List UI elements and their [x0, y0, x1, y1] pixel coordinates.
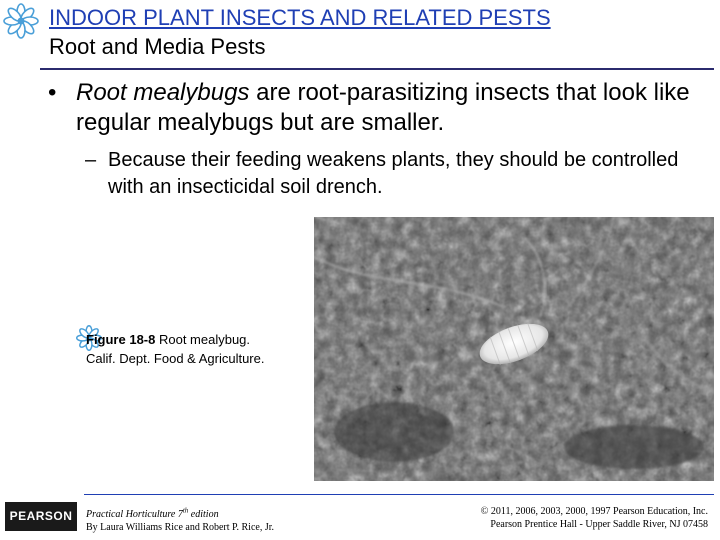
authors: By Laura Williams Rice and Robert P. Rice, Jr. — [86, 522, 274, 534]
footer-left — [86, 505, 274, 534]
figure-credit: Calif. Dept. Food & Agriculture. — [86, 351, 265, 366]
figure-label: Figure 18-8 — [86, 332, 156, 347]
logo-text: PEARSON — [9, 509, 73, 523]
footer-right — [481, 505, 708, 531]
pearson-logo — [5, 502, 77, 531]
slide-subtitle: Root and Media Pests — [49, 34, 266, 59]
flower-icon — [3, 3, 39, 39]
book-title: Practical Horticulture 7 — [86, 509, 183, 521]
mealybug-photo — [314, 217, 714, 481]
figure-caption-text: Root mealybug. — [155, 332, 251, 347]
figure-caption — [86, 330, 264, 368]
bullet-main — [48, 78, 708, 138]
publisher: Pearson Prentice Hall - Upper Saddle River, NJ 07458 — [490, 519, 708, 530]
bullet-marker: • — [48, 79, 57, 106]
bullet-sub-text: Because their feeding weakens plants, they should be controlled with an insecticidal soil drench. — [108, 149, 679, 198]
copyright: © 2011, 2006, 2003, 2000, 1997 Pearson Education, Inc. — [480, 506, 708, 517]
edition-sup: th — [182, 507, 189, 515]
footer-divider — [84, 494, 714, 495]
slide-title: INDOOR PLANT INSECTS AND RELATED PESTS — [49, 5, 551, 30]
bullet-sub — [85, 147, 685, 201]
sub-bullet-marker: – — [85, 149, 97, 171]
edition-text: edition — [188, 509, 219, 521]
bullet-main-text: are root-parasitizing insects that look like regular mealybugs but are smaller. — [76, 79, 690, 136]
title-divider — [40, 68, 714, 70]
bullet-main-term: Root mealybugs — [76, 79, 250, 106]
